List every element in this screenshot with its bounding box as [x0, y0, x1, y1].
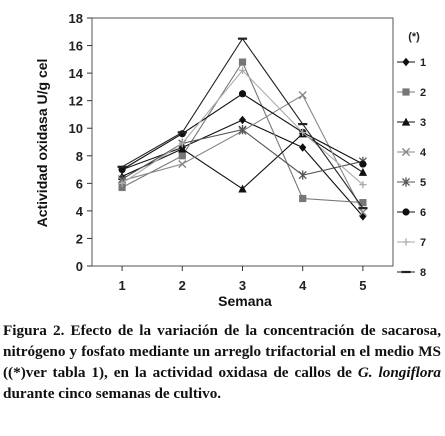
legend-label-4: 4: [420, 147, 427, 159]
y-tick-label: 12: [68, 93, 83, 109]
legend-label-6: 6: [420, 207, 427, 219]
data-point-1: [239, 116, 246, 124]
y-tick-label: 6: [75, 176, 83, 192]
legend-entry-3: [397, 117, 426, 129]
legend-marker-1: [402, 58, 409, 66]
chart-legend: [397, 57, 427, 279]
data-point-4: [299, 92, 306, 99]
chart-series-lines: [118, 39, 368, 221]
data-point-3: [359, 168, 367, 176]
y-tick-label: 0: [75, 259, 83, 274]
legend-entry-8: [397, 267, 426, 279]
x-tick-label: 1: [118, 278, 126, 293]
legend-marker-2: [402, 88, 409, 95]
legend-label-5: 5: [420, 177, 427, 189]
y-tick-label: 18: [68, 11, 83, 26]
legend-label-1: 1: [420, 57, 427, 69]
figure-caption: [3, 320, 441, 404]
legend-entry-1: [397, 57, 426, 69]
legend-label-8: 8: [420, 267, 427, 279]
x-tick-label: 3: [238, 278, 247, 293]
caption-species: G. longiflora: [357, 364, 441, 381]
legend-entry-2: [397, 87, 426, 99]
legend-title: (*): [408, 31, 420, 43]
y-tick-label: 4: [75, 203, 83, 219]
legend-label-2: 2: [420, 87, 427, 99]
data-point-2: [299, 195, 306, 202]
legend-marker-7: [402, 238, 409, 245]
y-tick-label: 14: [68, 66, 83, 82]
legend-entry-5: [397, 177, 426, 189]
data-point-6: [359, 160, 366, 167]
series-4: [119, 92, 367, 216]
legend-entry-7: [397, 237, 426, 249]
series-line-5: [122, 130, 363, 180]
y-tick-label: 2: [75, 231, 83, 247]
x-tick-label: 5: [359, 278, 367, 293]
legend-label-7: 7: [420, 237, 427, 249]
legend-entry-4: [397, 147, 427, 159]
y-axis-title: Actividad oxidasa U/g cel: [34, 58, 50, 228]
x-tick-label: 2: [178, 278, 186, 293]
x-tick-label: 4: [299, 278, 307, 293]
data-point-4: [179, 160, 186, 167]
y-tick-label: 16: [68, 38, 83, 54]
data-point-6: [239, 90, 246, 97]
y-tick-label: 10: [68, 121, 83, 137]
legend-label-3: 3: [420, 117, 427, 129]
legend-marker-6: [402, 208, 409, 215]
x-axis-title: Semana: [218, 293, 272, 309]
chart-axes: [69, 11, 393, 293]
legend-entry-6: [397, 207, 426, 219]
plot-area-border: [92, 18, 393, 266]
caption-tail: durante cinco semanas de cultivo.: [3, 385, 222, 402]
series-5: [119, 125, 367, 184]
y-tick-label: 8: [75, 148, 83, 164]
data-point-2: [179, 152, 186, 159]
caption-lead: Figura 2. Efecto de la variación de la concentración de sacarosa, nitrógeno y fosfato mediante un arreglo trifactorial en el medio MS ((*)ver tabla 1), en la actividad oxidasa de callos de: [3, 322, 441, 381]
data-point-2: [239, 58, 246, 65]
